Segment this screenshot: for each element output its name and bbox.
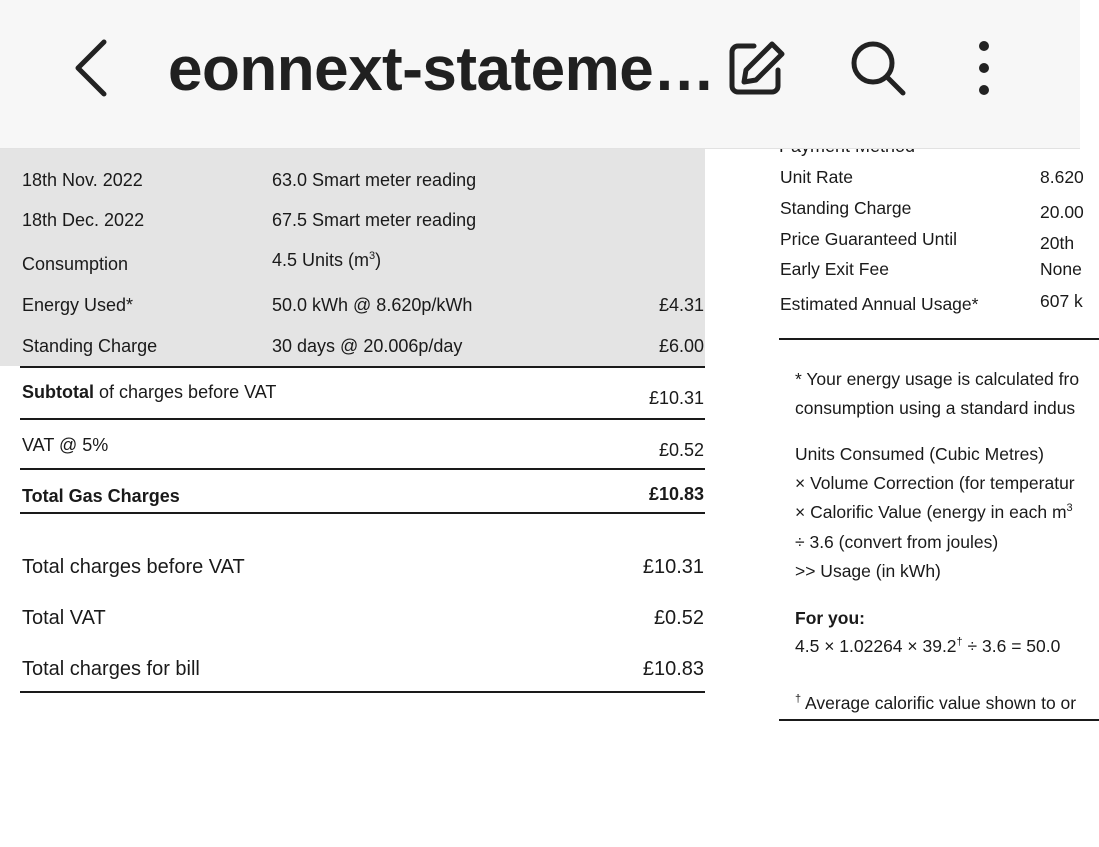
divider xyxy=(20,366,705,368)
search-button[interactable] xyxy=(846,36,910,100)
more-vertical-icon xyxy=(952,36,1016,100)
tariff-label: Standing Charge xyxy=(780,198,912,218)
subtotal-amount: £10.31 xyxy=(648,388,704,408)
summary-amount: £10.83 xyxy=(642,658,704,680)
tariff-label: Unit Rate xyxy=(780,167,853,187)
row-detail: 67.5 Smart meter reading xyxy=(272,210,477,230)
row-amount: £4.31 xyxy=(658,295,704,315)
document-title: eonnext-stateme… xyxy=(168,35,715,104)
summary-label: Total VAT xyxy=(22,607,106,629)
tariff-label: Price Guaranteed Until xyxy=(780,229,958,249)
row-detail: 4.5 Units $(m^3)$ xyxy=(272,250,382,270)
row-detail: 50.0 kWh @ 8.620p/kWh xyxy=(272,295,473,315)
divider xyxy=(779,719,1099,721)
calc-line: >> Usage (in kWh) xyxy=(795,561,941,581)
total-gas-label: Total Gas Charges xyxy=(22,486,180,506)
app-bar xyxy=(0,0,1080,149)
vat-amount: £0.52 xyxy=(658,440,704,460)
row-label: Consumption xyxy=(22,254,129,274)
row-amount: £6.00 xyxy=(658,336,704,356)
back-button[interactable] xyxy=(62,36,122,100)
tariff-label: Early Exit Fee xyxy=(780,259,889,279)
calc-line: ÷ 3.6 (convert from joules) xyxy=(795,532,999,552)
tariff-value: 20th xyxy=(1040,233,1075,253)
formula: 4.5 × 1.02264 × 39.2† ÷ 3.6 = 50.0 xyxy=(795,636,1061,656)
tariff-value: 607 k xyxy=(1040,291,1083,311)
divider xyxy=(20,691,705,693)
row-label: 18th Nov. 2022 xyxy=(22,170,143,190)
divider xyxy=(20,468,705,470)
row-label: Energy Used* xyxy=(22,295,134,315)
row-label: Standing Charge xyxy=(22,336,158,356)
divider xyxy=(20,418,705,420)
more-options-button[interactable] xyxy=(952,36,1016,100)
summary-amount: £10.31 xyxy=(642,556,704,578)
pdf-page[interactable] xyxy=(0,148,1084,847)
total-gas-amount: £10.83 xyxy=(648,484,704,504)
summary-amount: £0.52 xyxy=(653,607,704,629)
divider xyxy=(20,512,705,514)
summary-label: Total charges before VAT xyxy=(22,556,245,578)
calc-line: × Volume Correction (for temperatur xyxy=(795,473,1075,493)
divider xyxy=(779,338,1099,340)
tariff-value: None xyxy=(1040,259,1082,279)
tariff-value: 20.00 xyxy=(1040,202,1084,222)
row-label: 18th Dec. 2022 xyxy=(22,210,145,230)
row-detail: 30 days @ 20.006p/day xyxy=(272,336,463,356)
footnote: † Average calorific value shown to or xyxy=(795,693,1077,713)
for-you-label: For you: xyxy=(795,608,865,628)
subtotal-label: Subtotal of charges before VAT xyxy=(22,382,277,402)
row-detail: 63.0 Smart meter reading xyxy=(272,170,477,190)
tariff-value: 8.620 xyxy=(1040,167,1084,187)
chevron-left-icon xyxy=(62,36,122,100)
search-icon xyxy=(846,36,910,100)
summary-label: Total charges for bill xyxy=(22,658,200,680)
note-line: * Your energy usage is calculated fro xyxy=(795,369,1080,389)
vat-label: VAT @ 5% xyxy=(22,435,109,455)
edit-icon xyxy=(724,36,788,100)
tariff-label: Estimated Annual Usage* xyxy=(780,294,979,314)
edit-button[interactable] xyxy=(724,36,788,100)
calc-line: Units Consumed (Cubic Metres) xyxy=(795,444,1044,464)
calc-line: × Calorific Value (energy in each $m^3$ xyxy=(795,502,1073,522)
note-line: consumption using a standard indus xyxy=(795,398,1076,418)
